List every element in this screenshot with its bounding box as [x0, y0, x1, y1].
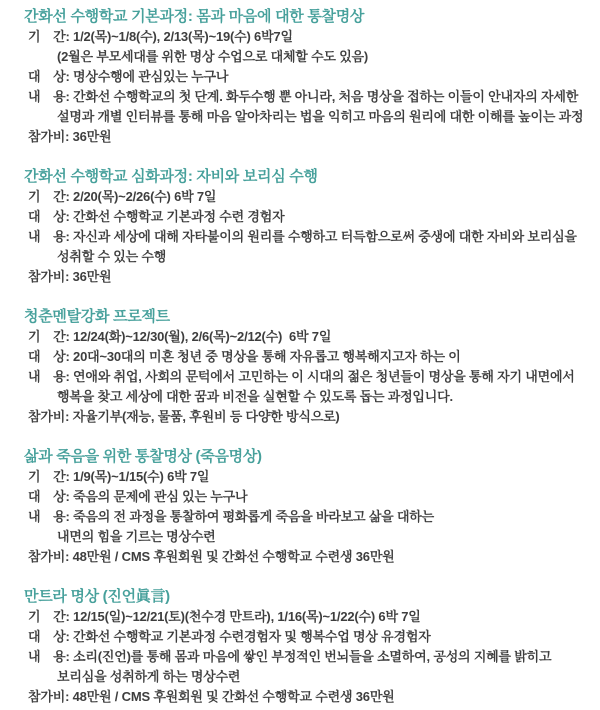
program-section-basic-course — [24, 7, 600, 147]
program-period-note-line: (2월은 부모세대를 위한 명상 수업으로 대체할 수도 있음) — [57, 49, 369, 64]
program-fee-line: 참가비: 자율기부(재능, 물품, 후원비 등 다양한 방식으로) — [28, 409, 340, 424]
program-target-line: 대 상: 간화선 수행학교 기본과정 수련 경험자 — [28, 209, 285, 224]
program-section-advanced-course — [24, 167, 600, 287]
program-content-line: 행복을 찾고 세상에 대한 꿈과 비전을 실현할 수 있도록 돕는 과정입니다. — [57, 389, 453, 404]
program-title: 삶과 죽음을 위한 통찰명상 (죽음명상) — [24, 448, 262, 465]
program-content-line: 내 용: 연애와 취업, 사회의 문턱에서 고민하는 이 시대의 젊은 청년들이 명상을 통해 자기 내면에서 — [28, 369, 575, 384]
program-fee-line: 참가비: 48만원 / CMS 후원회원 및 간화선 수행학교 수련생 36만원 — [28, 689, 395, 704]
program-content-line: 내면의 힘을 기르는 명상수련 — [57, 529, 216, 544]
program-title: 간화선 수행학교 심화과정: 자비와 보리심 수행 — [24, 168, 318, 185]
program-content-line: 내 용: 간화선 수행학교의 첫 단계. 화두수행 뿐 아니라, 처음 명상을 접하는 이들이 안내자의 자세한 — [28, 89, 579, 104]
program-target-line: 대 상: 20대~30대의 미혼 청년 중 명상을 통해 자유롭고 행복해지고자 하는 이 — [28, 349, 461, 364]
program-content-line: 내 용: 자신과 세상에 대해 자타불이의 원리를 수행하고 터득함으로써 중생에 대한 자비와 보리심을 — [28, 229, 577, 244]
program-period-line: 기 간: 12/15(일)~12/21(토)(천수경 만트라), 1/16(목)~1/22(수) 6박 7일 — [28, 609, 421, 624]
program-content-line: 내 용: 소리(진언)를 통해 몸과 마음에 쌓인 부정적인 번뇌들을 소멸하여, 공성의 지혜를 밝히고 — [28, 649, 552, 664]
program-title: 간화선 수행학교 기본과정: 몸과 마음에 대한 통찰명상 — [24, 8, 365, 25]
program-target-line: 대 상: 명상수행에 관심있는 누구나 — [28, 69, 229, 84]
program-target-line: 대 상: 간화선 수행학교 기본과정 수련경험자 및 행복수업 명상 유경험자 — [28, 629, 431, 644]
program-title: 만트라 명상 (진언眞言) — [24, 588, 170, 605]
program-period-line: 기 간: 2/20(목)~2/26(수) 6박 7일 — [28, 189, 217, 204]
program-target-line: 대 상: 죽음의 문제에 관심 있는 누구나 — [28, 489, 248, 504]
program-content-line: 설명과 개별 인터뷰를 통해 마음 알아차리는 법을 익히고 마음의 원리에 대한 이해를 높이는 과정 — [57, 109, 584, 124]
program-content-line: 내 용: 죽음의 전 과정을 통찰하여 평화롭게 죽음을 바라보고 삶을 대하는 — [28, 509, 435, 524]
program-title: 청춘멘탈강화 프로젝트 — [24, 308, 170, 325]
program-fee-line: 참가비: 48만원 / CMS 후원회원 및 간화선 수행학교 수련생 36만원 — [28, 549, 395, 564]
program-fee-line: 참가비: 36만원 — [28, 269, 112, 284]
program-list — [0, 7, 600, 707]
program-period-line: 기 간: 12/24(화)~12/30(월), 2/6(목)~2/12(수) 6박 7일 — [28, 329, 332, 344]
program-section-mantra-meditation — [24, 587, 600, 707]
program-content-line: 성취할 수 있는 수행 — [57, 249, 167, 264]
program-section-youth-mental-project — [24, 307, 600, 427]
program-period-line: 기 간: 1/2(목)~1/8(수), 2/13(목)~19(수) 6박7일 — [28, 29, 293, 44]
program-fee-line: 참가비: 36만원 — [28, 129, 112, 144]
program-period-line: 기 간: 1/9(목)~1/15(수) 6박 7일 — [28, 469, 210, 484]
program-content-line: 보리심을 성취하게 하는 명상수련 — [57, 669, 241, 684]
program-section-death-meditation — [24, 447, 600, 567]
